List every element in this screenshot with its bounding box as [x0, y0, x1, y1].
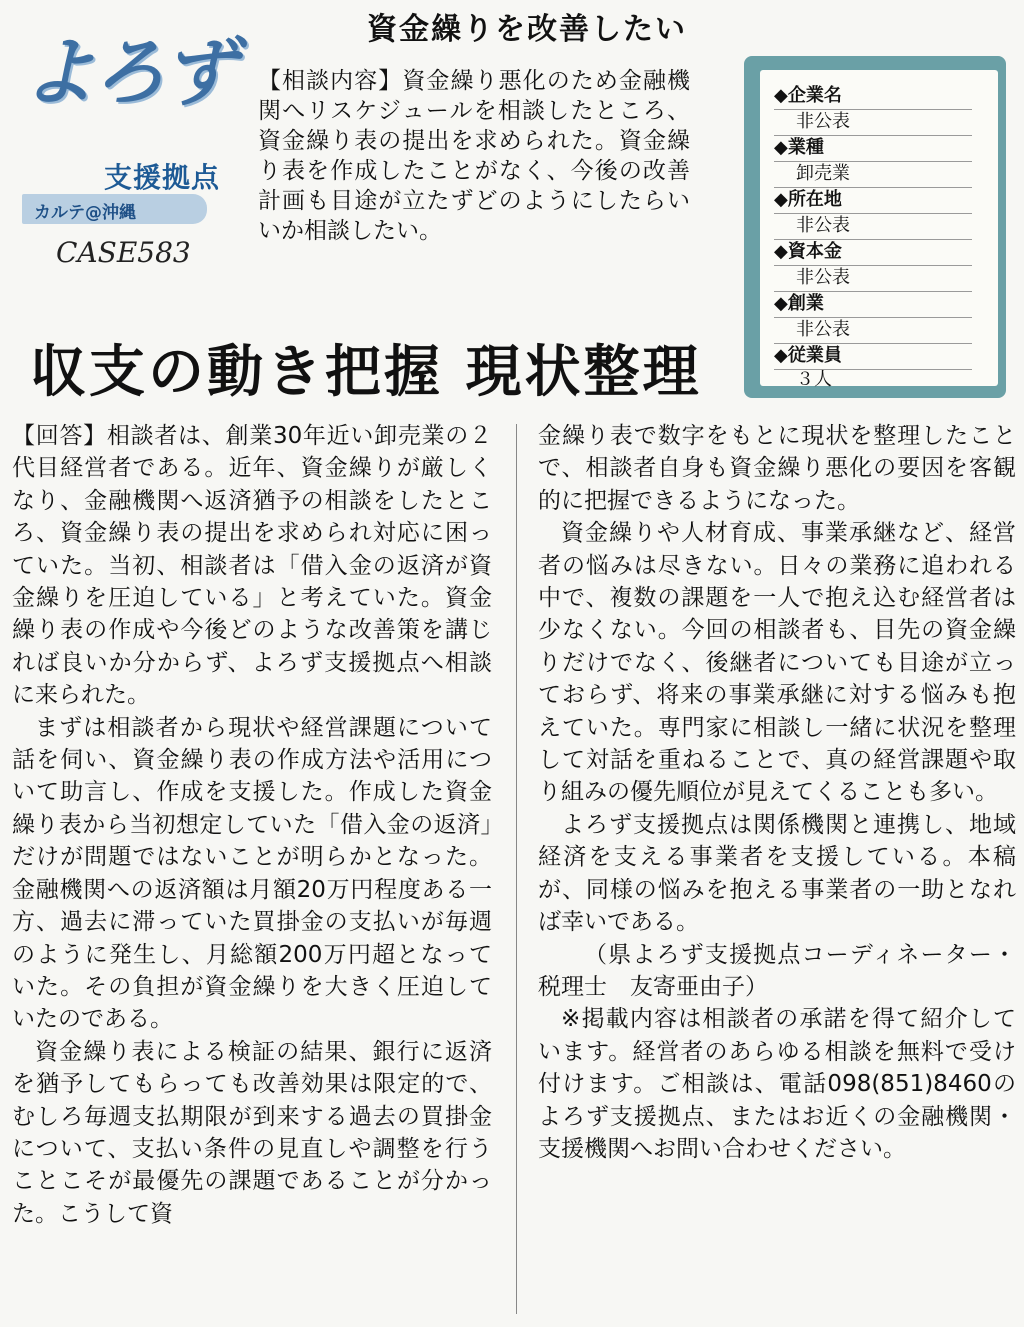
card-label-employees: ◆従業員	[774, 344, 972, 370]
case-number: CASE583	[56, 236, 191, 269]
column-divider	[516, 424, 517, 1314]
article-title: 資金繰りを改善したい	[367, 12, 687, 47]
company-info-list	[760, 70, 998, 390]
answer-paragraph: まずは相談者から現状や経営課題について話を伺い、資金繰り表の作成方法や活用について助言し、作成を支援した。作成した資金繰り表から当初想定していた「借入金の返済」だけが問題ではないことが明らかとなった。金融機関への返済額は月額20万円程度ある一方、過去に滞っていた買掛金の支払いが毎週のように発生し、月総額200万円超となっていた。その負担が資金繰りを大きく圧迫していたのである。	[12, 714, 493, 1033]
answer-paragraph: 【回答】相談者は、創業30年近い卸売業の２代目経営者である。近年、資金繰りが厳しくなり、金融機関へ返済猶予の相談をしたところ、資金繰り表の提出を求められ対応に困っていた。当初、相談者は「借入金の返済が資金繰りを圧迫している」と考えていた。資金繰り表の作成や今後どのような改善策を講じれば良いか分からず、よろず支援拠点へ相談に来られた。	[12, 423, 493, 709]
answer-paragraph: 金繰り表で数字をもとに現状を整理したことで、相談者自身も資金繰り悪化の要因を客観的に把握できるようになった。	[538, 423, 1016, 514]
answer-paragraph: 資金繰りや人材育成、事業承継など、経営者の悩みは尽きない。日々の業務に追われる中で、複数の課題を一人で抱え込む経営者は少なくない。今回の相談者も、目先の資金繰りだけでなく、後継者についても目途が立っておらず、将来の事業承継に対する悩みも抱えていた。専門家に相談し一緒に状況を整理して対話を重ねることで、真の経営課題や取り組みの優先順位が見えてくることも多い。	[538, 520, 1016, 806]
answer-paragraph: よろず支援拠点は関係機関と連携し、地域経済を支える事業者を支援している。本稿が、同様の悩みを抱える事業者の一助となれば幸いである。	[538, 811, 1016, 936]
consultation-text: 【相談内容】資金繰り悪化のため金融機関へリスケジュールを相談したところ、資金繰り表の提出を求められた。資金繰り表を作成したことがなく、今後の改善計画も目途が立たずどのようにしたらいいか相談したい。	[258, 68, 690, 244]
logo-subtitle: 支援拠点	[104, 161, 221, 194]
logo-title: よろず	[22, 30, 232, 116]
card-label-industry: ◆業種	[774, 136, 972, 162]
card-value-founded: 非公表	[774, 318, 972, 344]
company-info-card	[744, 56, 1006, 398]
answer-paragraph: 資金繰り表による検証の結果、銀行に返済を猶予してもらっても改善効果は限定的で、むしろ毎週支払期限が到来する過去の買掛金について、支払い条件の見直しや調整を行うことこそが最優先の課題であることが分かった。こうして資	[12, 1038, 493, 1227]
card-label-location: ◆所在地	[774, 188, 972, 214]
logo-band-text: カルテ@沖縄	[34, 203, 136, 223]
card-value-employees: ３人	[796, 369, 832, 390]
card-value-location: 非公表	[774, 214, 972, 240]
author-credit: （県よろず支援拠点コーディネーター・税理士 友寄亜由子）	[538, 941, 1016, 1000]
card-value-capital: 非公表	[774, 266, 972, 292]
card-value-company: 非公表	[774, 110, 972, 136]
answer-column-2	[538, 420, 1016, 1165]
logo-band	[22, 194, 207, 224]
card-label-company: ◆企業名	[774, 84, 972, 110]
yorozu-logo	[14, 8, 234, 230]
card-label-founded: ◆創業	[774, 292, 972, 318]
answer-column-1	[12, 420, 492, 1230]
main-headline: 収支の動き把握 現状整理	[30, 340, 702, 405]
contact-note: ※掲載内容は相談者の承諾を得て紹介しています。経営者のあらゆる相談を無料で受け付けます。ご相談は、電話098(851)8460のよろず支援拠点、またはお近くの金融機関・支援機関へお問い合わせください。	[538, 1006, 1016, 1162]
card-label-capital: ◆資本金	[774, 240, 972, 266]
card-value-industry: 卸売業	[774, 162, 972, 188]
